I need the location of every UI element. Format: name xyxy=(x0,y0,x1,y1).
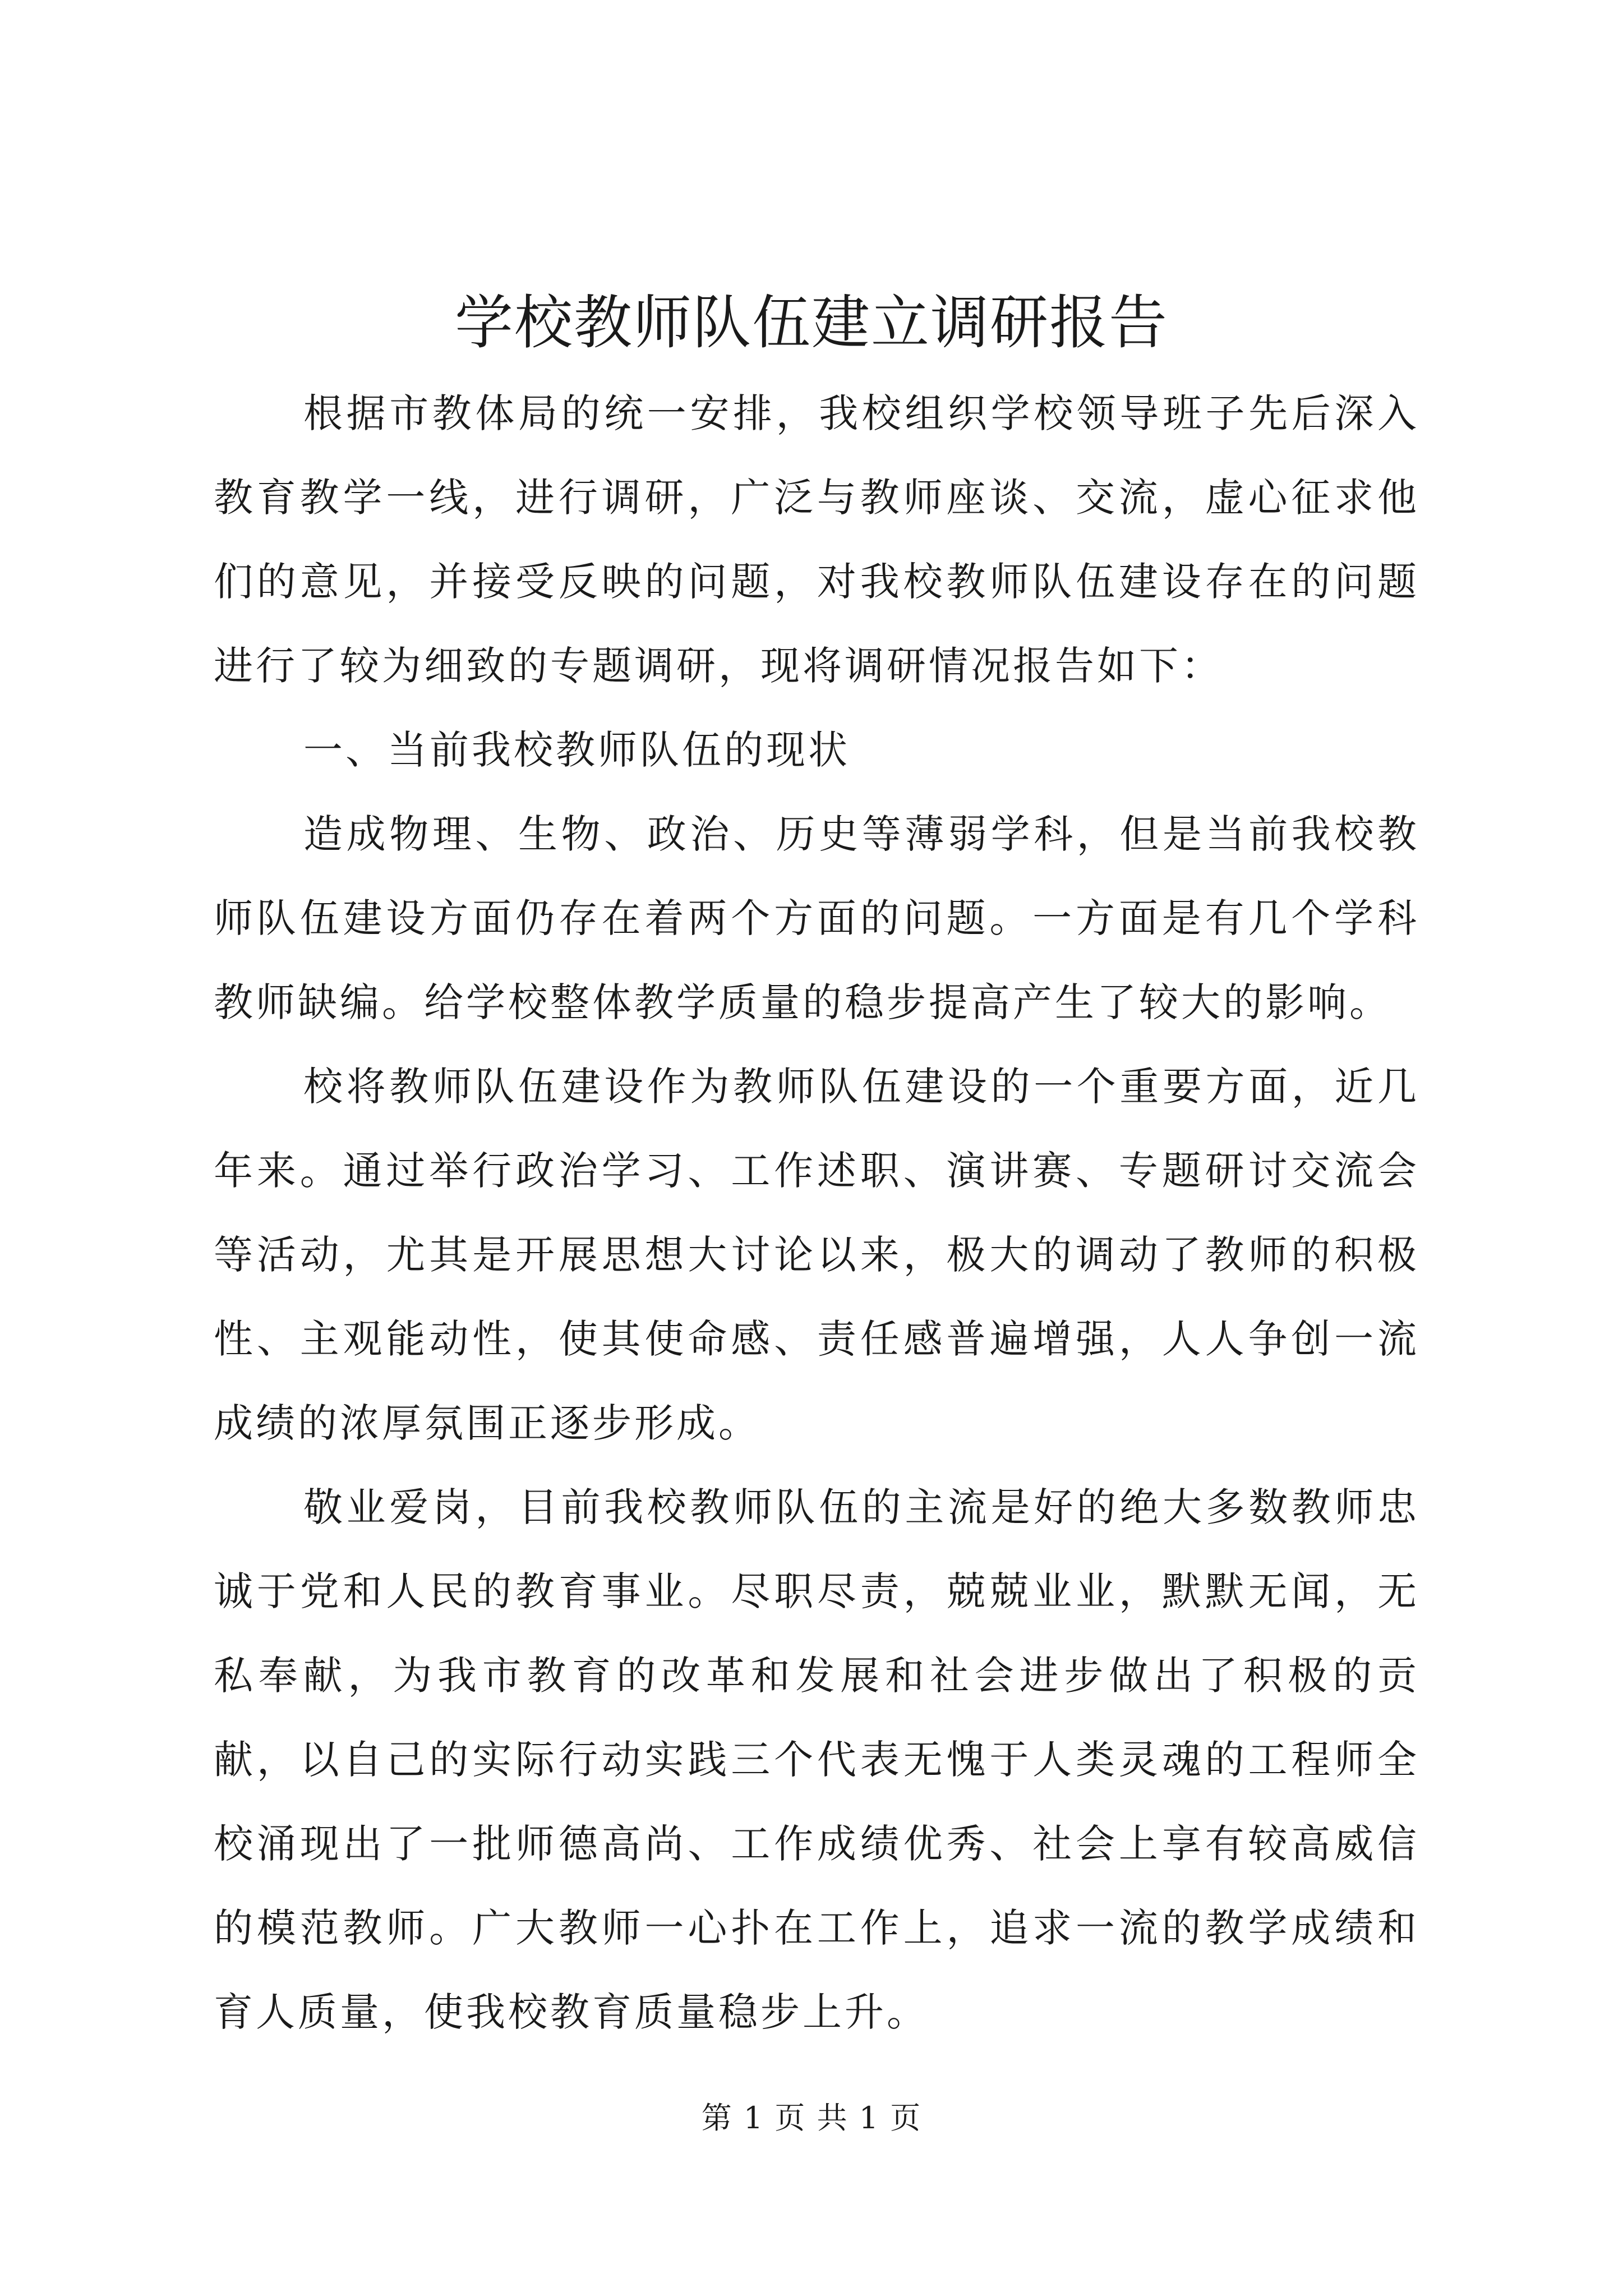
document-title: 学校教师队伍建立调研报告 xyxy=(454,288,1168,357)
document-body xyxy=(214,371,1419,2054)
paragraph-dedication: 敬业爱岗，目前我校教师队伍的主流是好的绝大多数教师忠诚于党和人民的教育事业。尽职尽责，兢兢业业，默默无闻，无私奉献，为我市教育的改革和发展和社会进步做出了积极的贡献，以自己的实际行动实践三个代表无愧于人类灵魂的工程师全校涌现出了一批师德高尚、工作成绩优秀、社会上享有较高威信的模范教师。广大教师一心扑在工作上，追求一流的教学成绩和育人质量，使我校教育质量稳步上升。 xyxy=(214,1484,1419,2035)
paragraph-intro: 根据市教体局的统一安排，我校组织学校领导班子先后深入教育教学一线，进行调研，广泛与教师座谈、交流，虚心征求他们的意见，并接受反映的问题，对我校教师队伍建设存在的问题进行了较为细致的专题调研，现将调研情况报告如下： xyxy=(214,390,1419,689)
paragraph-problems: 造成物理、生物、政治、历史等薄弱学科，但是当前我校教师队伍建设方面仍存在着两个方面的问题。一方面是有几个学科教师缺编。给学校整体教学质量的稳步提高产生了较大的影响。 xyxy=(214,811,1419,1025)
page-footer: 第 1 页 共 1 页 xyxy=(701,2100,922,2136)
section-heading: 一、当前我校教师队伍的现状 xyxy=(303,727,850,773)
paragraph-activities: 校将教师队伍建设作为教师队伍建设的一个重要方面，近几年来。通过举行政治学习、工作述职、演讲赛、专题研讨交流会等活动，尤其是开展思想大讨论以来，极大的调动了教师的积极性、主观能动性，使其使命感、责任感普遍增强，人人争创一流成绩的浓厚氛围正逐步形成。 xyxy=(214,1064,1419,1446)
